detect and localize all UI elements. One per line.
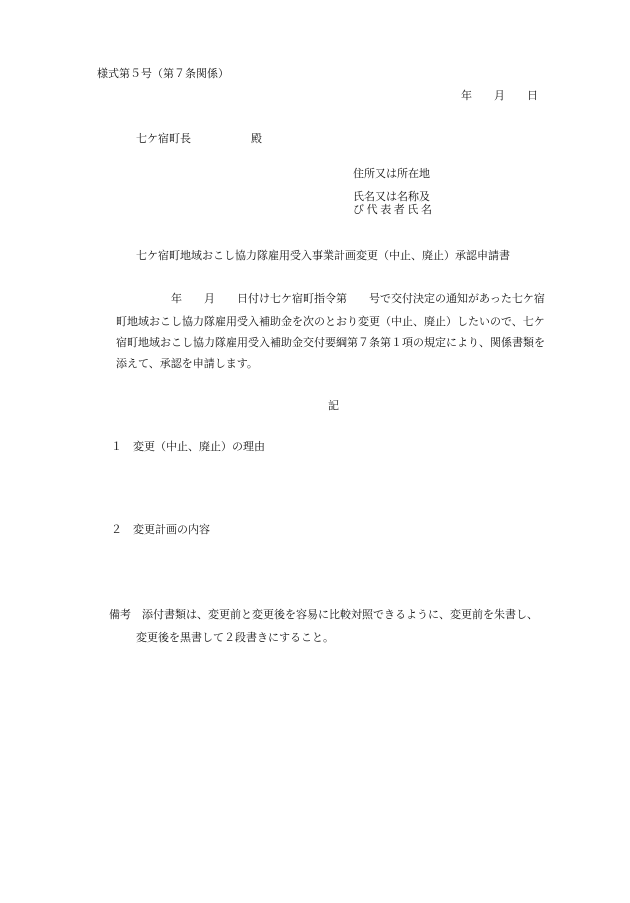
note-line-2: 変更後を黒書して２段書きにすること。 (136, 631, 334, 644)
item-change-reason: １ 変更（中止、廃止）の理由 (111, 440, 265, 453)
note-line-1: 備考 添付書類は、変更前と変更後を容易に比較対照できるように、変更前を朱書し、 (109, 608, 538, 621)
item-change-plan: ２ 変更計画の内容 (111, 523, 210, 536)
date-month-label: 月 (494, 89, 505, 102)
body-line-2: 町地域おこし協力隊雇用受入補助金を次のとおり変更（中止、廃止）したいので、七ケ (116, 315, 545, 328)
form-number: 様式第５号（第７条関係） (97, 67, 229, 80)
date-line (461, 90, 538, 101)
applicant-address-label: 住所又は所在地 (353, 167, 430, 180)
addressee-suffix: 殿 (251, 132, 262, 145)
body-line-3: 宿町地域おこし協力隊雇用受入補助金交付要綱第７条第１項の規定により、関係書類を (116, 336, 545, 349)
applicant-name-label-line2: び代表者氏名 (353, 203, 435, 216)
addressee-name: 七ケ宿町長 (136, 132, 191, 145)
applicant-name-label-line1: 氏名又は名称及 (353, 190, 430, 203)
date-year-label: 年 (461, 89, 472, 102)
document-title: 七ケ宿町地域おこし協力隊雇用受入事業計画変更（中止、廃止）承認申請書 (136, 249, 510, 262)
body-line-4: 添えて、承認を申請します。 (116, 357, 258, 370)
date-day-label: 日 (527, 89, 538, 102)
body-line-1: 年 月 日付け七ケ宿町指令第 号で交付決定の通知があった七ケ宿 (116, 292, 545, 305)
ki-heading: 記 (328, 399, 339, 412)
